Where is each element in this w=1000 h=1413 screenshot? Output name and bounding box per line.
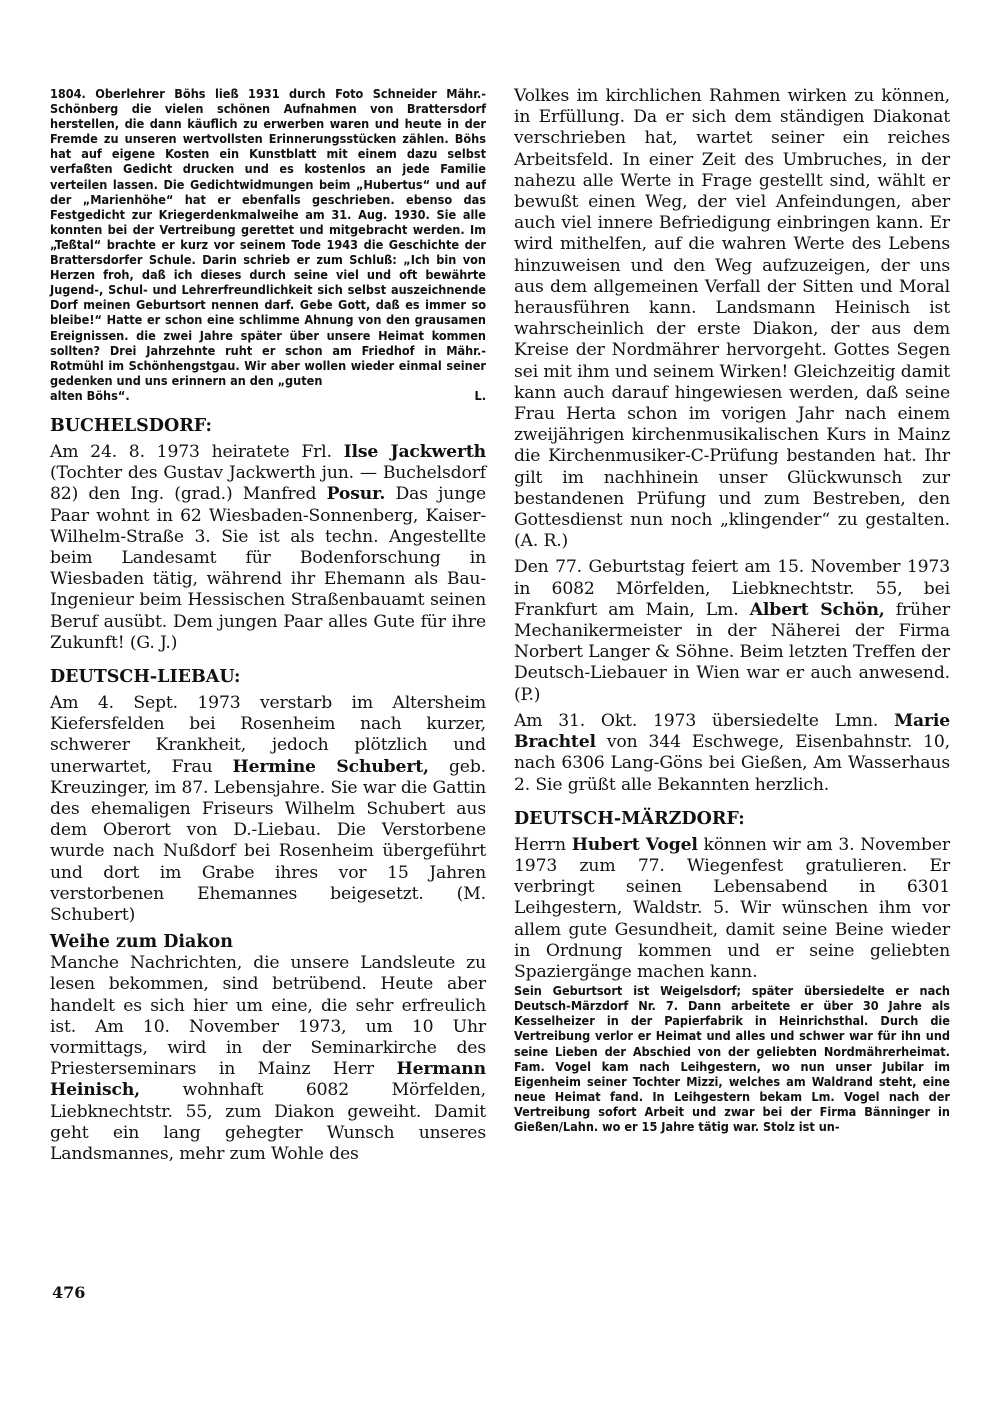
obituary-text-2: geb. Kreuzinger, im 87. Lebensjahre. Sie war die Gattin des ehemaligen Friseurs Wilhelm Schubert aus dem Oberort von D.-Liebau. Die Verstorbene wurde nach Nußdorf bei Rosenheim übergeführt und dort im Grabe ihres vor 15 Jahren verstorbenen Ehemannes beigesetzt. (M. Schubert) xyxy=(50,756,486,926)
diakon-article xyxy=(50,953,486,1165)
buchelsdorf-wedding-notice xyxy=(50,442,486,654)
vogel-text-1: Herrn xyxy=(514,834,566,855)
schoen-text-2: früher Mechanikermeister in der Näherei der Firma Norbert Langer & Söhne. Beim letzten Treffen der Deutsch-Liebauer in Wien war er auch anwesend. (P.) xyxy=(514,599,950,705)
groom-name: Posur. xyxy=(326,484,386,505)
page-number: 476 xyxy=(52,1283,86,1302)
boehs-article-closing xyxy=(50,388,486,403)
birthday-notice-vogel xyxy=(514,835,950,983)
diakon-text-2: wohnhaft 6082 Mörfelden, Liebknechtstr. 55, zum Diakon geweiht. Damit geht ein lang gehegter Wunsch unseres Landsmannes, mehr zum Wohle des xyxy=(50,1080,486,1165)
buchelsdorf-text-2: (Tochter des Gustav Jackwerth jun. — Buchelsdorf 82) den Ing. (grad.) Manfred xyxy=(50,463,486,505)
section-heading-deutsch-maerzdorf: DEUTSCH-MÄRZDORF: xyxy=(514,808,745,829)
section-heading-buchelsdorf: BUCHELSDORF: xyxy=(50,415,213,436)
relocation-notice-brachtel xyxy=(514,711,950,796)
schoen-name: Albert Schön, xyxy=(749,599,885,620)
brachtel-text-2: von 344 Eschwege, Eisenbahnstr. 10, nach 6306 Lang-Göns bei Gießen, Am Wasserhaus 2. Sie grüßt alle Bekannten herzlich. xyxy=(514,732,950,795)
section-heading-deutsch-liebau: DEUTSCH-LIEBAU: xyxy=(50,667,241,687)
subheading-diakon: Weihe zum Diakon xyxy=(50,932,233,953)
vogel-biography: Sein Geburtsort ist Weigelsdorf; später übersiedelte er nach Deutsch-Märzdorf Nr. 7. Dann arbeitete er über 30 Jahre als Kesselheizer in der Papierfabrik in Heinrichsthal. Durch die Vertreibung verlor er Heimat und alles und schwer war für ihn und seine Lieben der Abschied von der geliebten Nordmährerheimat. Fam. Vogel kam nach Leihgestern, wo nun unser Jubilar im Eigenheim seiner Tochter Mizzi, welches am Waldrand steht, eine neue Heimat fand. In Leihgestern bekam Lm. Vogel nach der Vertreibung sofort Arbeit und zwar bei der Firma Bänninger in Gießen/Lahn. wo er 15 Jahre tätig war. Stolz ist un- xyxy=(514,983,950,1134)
boehs-article-text: 1804. Oberlehrer Böhs ließ 1931 durch Foto Schneider Mähr.-Schönberg die vielen schönen Aufnahmen von Brattersdorf herstellen, die dann käuflich zu erwerben waren und heute in der Fremde zu unseren wertvollsten Erinnerungsstücken zählen. Böhs hat auf eigene Kosten ein Kunstblatt mit einem dazu selbst verfaßten Gedicht drucken und es kostenlos an jede Familie verteilen lassen. Die Gedichtwidmungen beim „Hubertus“ und auf der „Marienhöhe“ hat er ebenfalls geschrieben. ebenso das Festgedicht zur Kriegerdenkmalweihe am 31. Aug. 1930. Sie alle konnten bei der Vertreibung gerettet und mitgebracht werden. Im „Teßtal“ brachte er kurz vor seinem Tode 1943 die Geschichte der Brattersdorfer Schule. Darin schrieb er zum Schluß: „Ich bin von Herzen froh, daß ich dieses durch seine viel und oft bewährte Jugend-, Schul- und Lehrerfreundlichkeit sich selbst auszeichnende Dorf meinen Geburtsort nennen darf. Gebe Gott, daß es immer so bleibe!“ Hatte er schon eine schlimme Ahnung von den grausamen Ereignissen. die zwei Jahre später über unsere Heimat kommen sollten? Drei Jahrzehnte ruht er schon am Friedhof in Mähr.-Rotmühl im Schönhengstgau. Wir aber wollen wieder einmal seiner gedenken und uns erinnern an den „guten xyxy=(50,86,486,388)
bride-name: Ilse Jackwerth xyxy=(343,441,486,462)
diakon-article-continued: Volkes im kirchlichen Rahmen wirken zu können, in Erfüllung. Da er sich dem ständigen Diakonat verschrieben hat, wartet seiner ein reiches Arbeitsfeld. In einer Zeit des Umbruches, in der nahezu alle Werte in Frage gestellt sind, wählt er bewußt einen Weg, der viel Anfeindungen, aber auch viel innere Befriedigung einbringen kann. Er wird mithelfen, auf die wahren Werte des Lebens hinzuweisen und den Weg aufzuzeigen, der uns aus dem allgemeinen Verfall der Sitten und Moral herausführen kann. Landsmann Heinisch ist wahrscheinlich der erste Diakon, der aus dem Kreise der Nordmährer hervorgeht. Gottes Segen sei mit ihm und seinem Wirken! Gleichzeitig damit kann auch darauf hingewiesen werden, daß seine Frau Herta schon im vorigen Jahr nach einem zweijährigen kirchenmusikalischen Kurs in Mainz die Kirchenmusiker-C-Prüfung bestanden hat. Ihr gilt im nachhinein unser Glückwunsch zur bestandenen Prüfung und zum Bestreben, den Gottesdienst nun noch „klingender“ zu gestalten. (A. R.) xyxy=(514,86,950,552)
buchelsdorf-text-1: Am 24. 8. 1973 heiratete Frl. xyxy=(50,441,332,462)
vogel-text-2: können wir am 3. November 1973 zum 77. Wiegenfest gratulieren. Er verbringt seinen Lebensabend in 6301 Leihgestern, Waldstr. 5. Wir wünschen ihm vor allem gute Gesundheit, damit seine Beine wieder in Ordnung kommen und er seine geliebten Spaziergänge machen kann. xyxy=(514,834,950,982)
diakon-name: Hermann Heinisch, xyxy=(50,1059,486,1101)
deceased-name: Hermine Schubert, xyxy=(232,756,429,777)
vogel-name: Hubert Vogel xyxy=(571,834,698,855)
right-column xyxy=(514,86,950,1134)
deutsch-liebau-obituary xyxy=(50,693,486,926)
diakon-text-1: Manche Nachrichten, die unsere Landsleute zu lesen bekommen, sind betrübend. Heute aber handelt es sich hier um eine, die sehr erfreulich ist. Am 10. November 1973, um 10 Uhr vormittags, wird in der Seminarkirche des Priesterseminars in Mainz Herr xyxy=(50,953,486,1080)
left-column xyxy=(50,86,486,1165)
brachtel-text-1: Am 31. Okt. 1973 übersiedelte Lmn. xyxy=(514,710,879,731)
boehs-last-line: alten Böhs“. xyxy=(50,387,130,403)
obituary-text-1: Am 4. Sept. 1973 verstarb im Altersheim Kiefersfelden bei Rosenheim nach kurzer, schwerer Krankheit, jedoch plötzlich und unerwartet, Frau xyxy=(50,693,486,777)
brachtel-name: Marie Brachtel xyxy=(514,710,950,753)
buchelsdorf-text-3: Das junge Paar wohnt in 62 Wiesbaden-Sonnenberg, Kaiser-Wilhelm-Straße 3. Sie ist als techn. Angestellte beim Landesamt für Bodenforschung in Wiesbaden tätig, während ihr Ehemann als Bau-Ingenieur beim Hessischen Straßenbauamt seinen Beruf ausübt. Dem jungen Paar alles Gute für ihre Zukunft! (G. J.) xyxy=(50,484,486,653)
author-signature: L. xyxy=(474,387,486,403)
birthday-notice-schoen xyxy=(514,557,950,705)
schoen-text-1: Den 77. Geburtstag feiert am 15. November 1973 in 6082 Mörfelden, Liebknechtstr. 55, bei Frankfurt am Main, Lm. xyxy=(514,557,950,620)
